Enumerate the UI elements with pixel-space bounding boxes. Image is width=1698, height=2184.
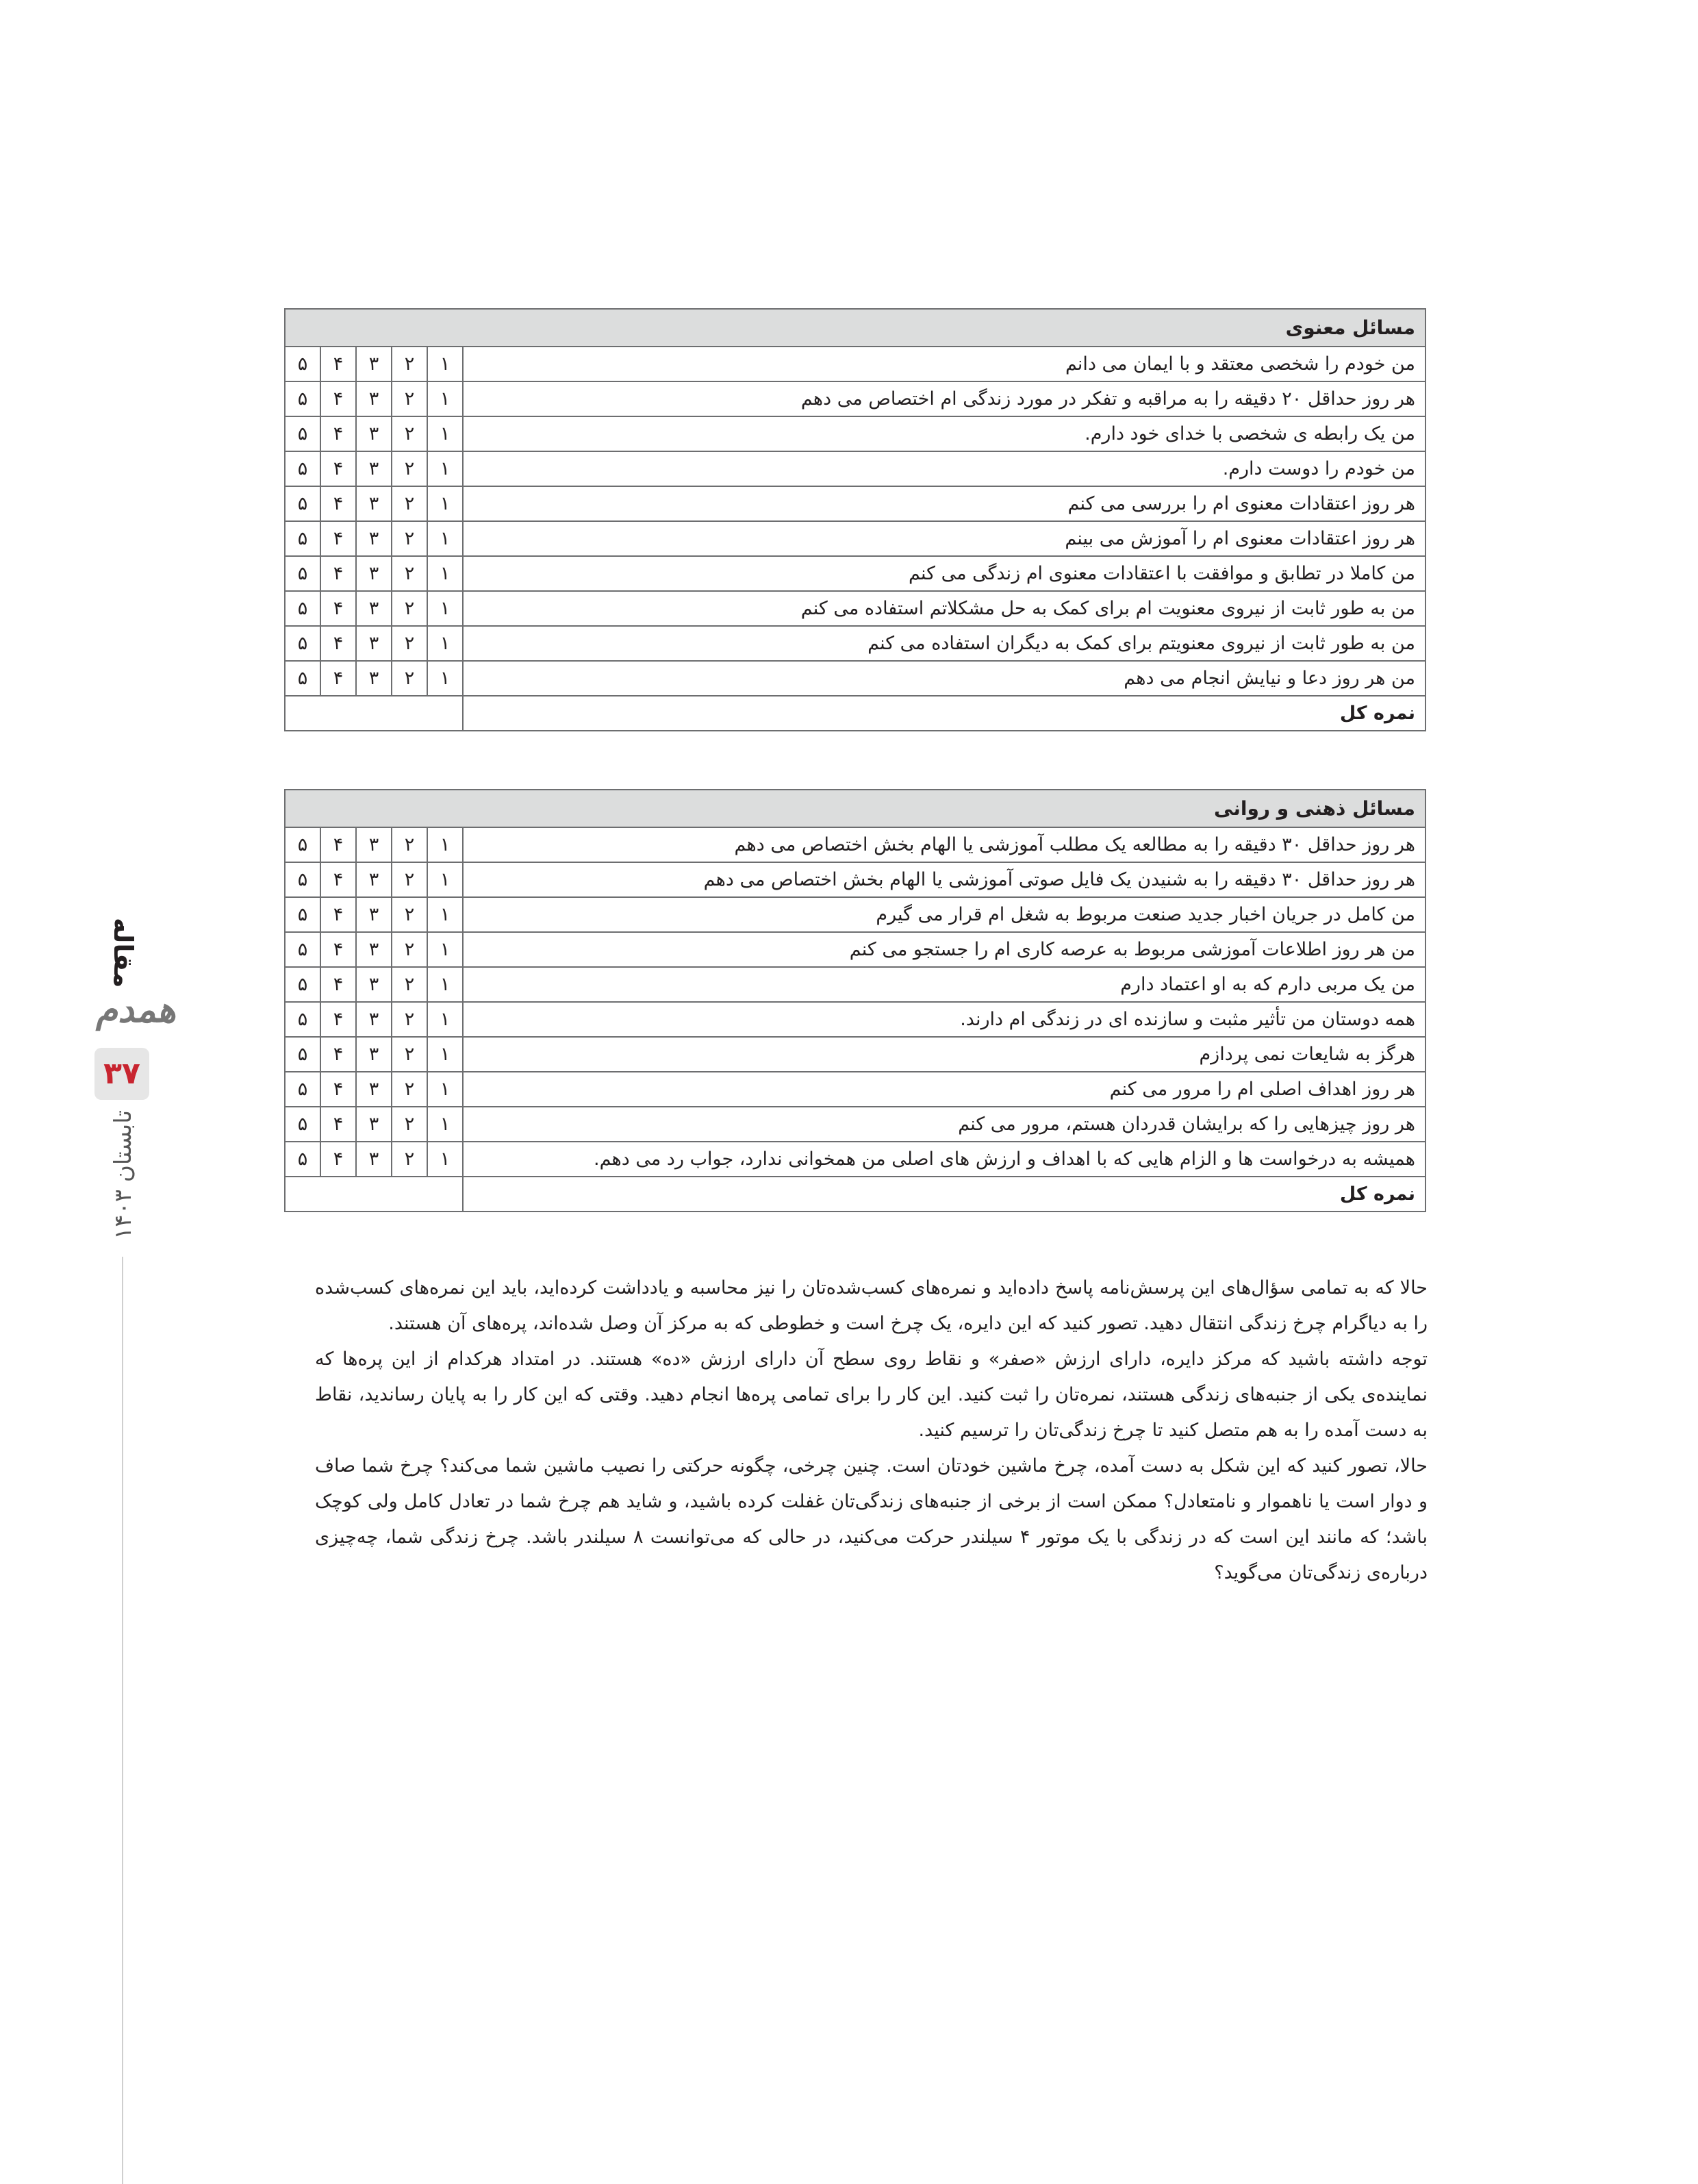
table-row [285, 347, 1425, 381]
paragraph: حالا، تصور کنید که این شکل به دست آمده، چرخ ماشین خودتان است. چنین چرخی، چگونه حرکتی را نصیب ماشین شما می‌کند؟ چرخ شما صاف و دوار است یا ناهموار و نامتعادل؟ ممکن است از برخی از جنبه‌های زندگی‌تان غفلت کرده باشید، و شاید هم چرخ شما در تعادل کامل ولی کوچک باشد؛ که مانند این است که در زندگی با یک موتور ۴ سیلندر حرکت می‌کنید، در حالی که می‌توانست ۸ سیلندر باشد. چرخ زندگی شما، چه‌چیزی درباره‌ی زندگی‌تان می‌گوید؟ [315, 1455, 1428, 1583]
statement-cell: هر روز اعتقادات معنوی ام را آموزش می بینم [463, 521, 1425, 556]
statement-cell: همه دوستان من تأثیر مثبت و سازنده ای در زندگی ام دارند. [463, 1002, 1425, 1037]
score-option-2[interactable]: ۲ [392, 416, 427, 451]
score-option-3[interactable]: ۳ [356, 1142, 392, 1177]
total-row [285, 696, 1425, 731]
score-option-3[interactable]: ۳ [356, 1002, 392, 1037]
statement-cell: من کاملا در تطابق و موافقت با اعتقادات معنوی ام زندگی می کنم [463, 556, 1425, 591]
table-title: مسائل ذهنی و روانی [285, 790, 1425, 827]
score-option-1[interactable]: ۱ [427, 661, 463, 696]
score-option-5[interactable]: ۵ [285, 521, 320, 556]
score-option-3[interactable]: ۳ [356, 347, 392, 381]
total-label: نمره کل [463, 696, 1425, 731]
score-option-1[interactable]: ۱ [427, 827, 463, 862]
score-option-4[interactable]: ۴ [320, 897, 356, 932]
score-option-5[interactable]: ۵ [285, 1037, 320, 1072]
score-option-1[interactable]: ۱ [427, 347, 463, 381]
score-option-4[interactable]: ۴ [320, 521, 356, 556]
score-option-3[interactable]: ۳ [356, 591, 392, 626]
score-option-4[interactable]: ۴ [320, 591, 356, 626]
score-option-5[interactable]: ۵ [285, 1002, 320, 1037]
score-option-2[interactable]: ۲ [392, 827, 427, 862]
table-row [285, 1072, 1425, 1107]
statement-cell: من به طور ثابت از نیروی معنویت ام برای کمک به حل مشکلاتم استفاده می کنم [463, 591, 1425, 626]
score-option-2[interactable]: ۲ [392, 486, 427, 521]
score-option-5[interactable]: ۵ [285, 1142, 320, 1177]
score-option-4[interactable]: ۴ [320, 381, 356, 416]
total-label: نمره کل [463, 1177, 1425, 1212]
score-option-4[interactable]: ۴ [320, 862, 356, 897]
article-body [315, 1270, 1428, 1591]
table-row [285, 827, 1425, 862]
score-option-1[interactable]: ۱ [427, 1142, 463, 1177]
total-score-cell[interactable] [285, 696, 463, 731]
score-option-1[interactable]: ۱ [427, 1107, 463, 1142]
score-option-2[interactable]: ۲ [392, 1037, 427, 1072]
score-option-3[interactable]: ۳ [356, 416, 392, 451]
statement-cell: من خودم را شخصی معتقد و با ایمان می دانم [463, 347, 1425, 381]
score-option-4[interactable]: ۴ [320, 1002, 356, 1037]
score-option-3[interactable]: ۳ [356, 862, 392, 897]
score-option-1[interactable]: ۱ [427, 626, 463, 661]
table-row [285, 556, 1425, 591]
total-score-cell[interactable] [285, 1177, 463, 1212]
score-option-2[interactable]: ۲ [392, 1072, 427, 1107]
table-row [285, 932, 1425, 967]
issue-label: تابستان ۱۴۰۳ [110, 1109, 137, 1240]
score-option-1[interactable]: ۱ [427, 591, 463, 626]
table-row [285, 591, 1425, 626]
score-option-4[interactable]: ۴ [320, 661, 356, 696]
statement-cell: من خودم را دوست دارم. [463, 451, 1425, 486]
statement-cell: هر روز اهداف اصلی ام را مرور می کنم [463, 1072, 1425, 1107]
score-option-4[interactable]: ۴ [320, 1037, 356, 1072]
score-option-5[interactable]: ۵ [285, 381, 320, 416]
total-row [285, 1177, 1425, 1212]
table-row [285, 967, 1425, 1002]
table-row [285, 661, 1425, 696]
score-option-1[interactable]: ۱ [427, 967, 463, 1002]
table-row [285, 451, 1425, 486]
score-option-2[interactable]: ۲ [392, 862, 427, 897]
score-option-5[interactable]: ۵ [285, 626, 320, 661]
statement-cell: هر روز حداقل ۳۰ دقیقه را به مطالعه یک مطلب آموزشی یا الهام بخش اختصاص می دهم [463, 827, 1425, 862]
score-option-5[interactable]: ۵ [285, 556, 320, 591]
statement-cell: هر روز اعتقادات معنوی ام را بررسی می کنم [463, 486, 1425, 521]
score-option-2[interactable]: ۲ [392, 661, 427, 696]
score-option-5[interactable]: ۵ [285, 451, 320, 486]
score-option-2[interactable]: ۲ [392, 591, 427, 626]
score-option-1[interactable]: ۱ [427, 416, 463, 451]
score-option-5[interactable]: ۵ [285, 1072, 320, 1107]
score-option-1[interactable]: ۱ [427, 1002, 463, 1037]
score-option-3[interactable]: ۳ [356, 451, 392, 486]
table-row [285, 862, 1425, 897]
paragraph: حالا که به تمامی سؤال‌های این پرسش‌نامه پاسخ داده‌اید و نمره‌های کسب‌شده‌تان را نیز محاسبه و یادداشت کرده‌اید، باید این نمره‌های کسب‌شده را به دیاگرام چرخ زندگی انتقال دهید. تصور کنید که این دایره، یک چرخ است و خطوطی که به مرکز آن وصل شده‌اند، پره‌های آن هستند. [315, 1277, 1428, 1334]
score-option-3[interactable]: ۳ [356, 897, 392, 932]
score-option-4[interactable]: ۴ [320, 416, 356, 451]
statement-cell: من به طور ثابت از نیروی معنویتم برای کمک به دیگران استفاده می کنم [463, 626, 1425, 661]
score-option-3[interactable]: ۳ [356, 932, 392, 967]
table-row [285, 1002, 1425, 1037]
score-option-3[interactable]: ۳ [356, 626, 392, 661]
score-option-4[interactable]: ۴ [320, 1072, 356, 1107]
paragraph: توجه داشته باشید که مرکز دایره، دارای ارزش «صفر» و نقاط روی سطح آن دارای ارزش «ده» هستند. در امتداد هرکدام از این پره‌ها که نماینده‌ی یکی از جنبه‌های زندگی هستند، نمره‌تان را ثبت کنید. این کار را برای تمامی پره‌ها انجام دهید. وقتی که این کار را به پایان رساندید، نقاط به دست آمده را به هم متصل کنید تا چرخ زندگی‌تان را ترسیم کنید. [315, 1348, 1428, 1441]
score-option-4[interactable]: ۴ [320, 967, 356, 1002]
statement-cell: همیشه به درخواست ها و الزام هایی که با اهداف و ارزش های اصلی من همخوانی ندارد، جواب رد می دهم. [463, 1142, 1425, 1177]
score-option-5[interactable]: ۵ [285, 932, 320, 967]
statement-cell: هر روز چیزهایی را که برایشان قدردان هستم، مرور می کنم [463, 1107, 1425, 1142]
score-option-2[interactable]: ۲ [392, 897, 427, 932]
score-option-4[interactable]: ۴ [320, 486, 356, 521]
table-row [285, 897, 1425, 932]
score-option-4[interactable]: ۴ [320, 1142, 356, 1177]
table-row [285, 521, 1425, 556]
score-option-2[interactable]: ۲ [392, 556, 427, 591]
score-option-1[interactable]: ۱ [427, 1037, 463, 1072]
score-option-4[interactable]: ۴ [320, 932, 356, 967]
score-option-1[interactable]: ۱ [427, 451, 463, 486]
score-option-1[interactable]: ۱ [427, 862, 463, 897]
score-option-1[interactable]: ۱ [427, 932, 463, 967]
score-option-3[interactable]: ۳ [356, 827, 392, 862]
table-row [285, 416, 1425, 451]
statement-cell: من یک مربی دارم که به او اعتماد دارم [463, 967, 1425, 1002]
table-row [285, 626, 1425, 661]
score-option-2[interactable]: ۲ [392, 347, 427, 381]
score-option-5[interactable]: ۵ [285, 1107, 320, 1142]
score-option-5[interactable]: ۵ [285, 416, 320, 451]
score-option-3[interactable]: ۳ [356, 661, 392, 696]
score-option-2[interactable]: ۲ [392, 932, 427, 967]
statement-cell: هرگز به شایعات نمی پردازم [463, 1037, 1425, 1072]
table-row [285, 381, 1425, 416]
score-option-4[interactable]: ۴ [320, 347, 356, 381]
table-row [285, 486, 1425, 521]
table-row [285, 1142, 1425, 1177]
score-option-5[interactable]: ۵ [285, 661, 320, 696]
table-title: مسائل معنوی [285, 309, 1425, 347]
magazine-logo: همدم [96, 990, 176, 1031]
score-option-2[interactable]: ۲ [392, 626, 427, 661]
score-option-2[interactable]: ۲ [392, 451, 427, 486]
statement-cell: من هر روز دعا و نیایش انجام می دهم [463, 661, 1425, 696]
score-option-1[interactable]: ۱ [427, 556, 463, 591]
score-option-4[interactable]: ۴ [320, 451, 356, 486]
score-option-1[interactable]: ۱ [427, 486, 463, 521]
table-row [285, 1037, 1425, 1072]
score-option-5[interactable]: ۵ [285, 862, 320, 897]
score-option-5[interactable]: ۵ [285, 486, 320, 521]
score-option-4[interactable]: ۴ [320, 556, 356, 591]
score-option-4[interactable]: ۴ [320, 626, 356, 661]
score-option-4[interactable]: ۴ [320, 827, 356, 862]
score-option-2[interactable]: ۲ [392, 1002, 427, 1037]
score-option-2[interactable]: ۲ [392, 1107, 427, 1142]
score-option-5[interactable]: ۵ [285, 827, 320, 862]
score-option-5[interactable]: ۵ [285, 897, 320, 932]
score-option-3[interactable]: ۳ [356, 556, 392, 591]
score-option-2[interactable]: ۲ [392, 381, 427, 416]
score-option-3[interactable]: ۳ [356, 1107, 392, 1142]
score-option-5[interactable]: ۵ [285, 967, 320, 1002]
score-option-3[interactable]: ۳ [356, 1037, 392, 1072]
statement-cell: هر روز حداقل ۲۰ دقیقه را به مراقبه و تفکر در مورد زندگی ام اختصاص می دهم [463, 381, 1425, 416]
score-option-1[interactable]: ۱ [427, 1072, 463, 1107]
page-number: ۳۷ [94, 1048, 149, 1100]
score-option-3[interactable]: ۳ [356, 521, 392, 556]
score-option-5[interactable]: ۵ [285, 347, 320, 381]
section-title: مقاله [108, 918, 138, 988]
score-option-2[interactable]: ۲ [392, 521, 427, 556]
statement-cell: من یک رابطه ی شخصی با خدای خود دارم. [463, 416, 1425, 451]
score-option-2[interactable]: ۲ [392, 967, 427, 1002]
score-option-3[interactable]: ۳ [356, 381, 392, 416]
score-option-2[interactable]: ۲ [392, 1142, 427, 1177]
spiritual-survey-table [284, 308, 1426, 731]
margin-rule [122, 1257, 123, 2184]
table-row [285, 1107, 1425, 1142]
score-option-1[interactable]: ۱ [427, 897, 463, 932]
score-option-3[interactable]: ۳ [356, 967, 392, 1002]
score-option-5[interactable]: ۵ [285, 591, 320, 626]
score-option-4[interactable]: ۴ [320, 1107, 356, 1142]
score-option-1[interactable]: ۱ [427, 521, 463, 556]
mental-survey-table [284, 789, 1426, 1212]
score-option-1[interactable]: ۱ [427, 381, 463, 416]
statement-cell: من کامل در جریان اخبار جدید صنعت مربوط به شغل ام قرار می گیرم [463, 897, 1425, 932]
statement-cell: هر روز حداقل ۳۰ دقیقه را به شنیدن یک فایل صوتی آموزشی یا الهام بخش اختصاص می دهم [463, 862, 1425, 897]
score-option-3[interactable]: ۳ [356, 1072, 392, 1107]
statement-cell: من هر روز اطلاعات آموزشی مربوط به عرصه کاری ام را جستجو می کنم [463, 932, 1425, 967]
score-option-3[interactable]: ۳ [356, 486, 392, 521]
